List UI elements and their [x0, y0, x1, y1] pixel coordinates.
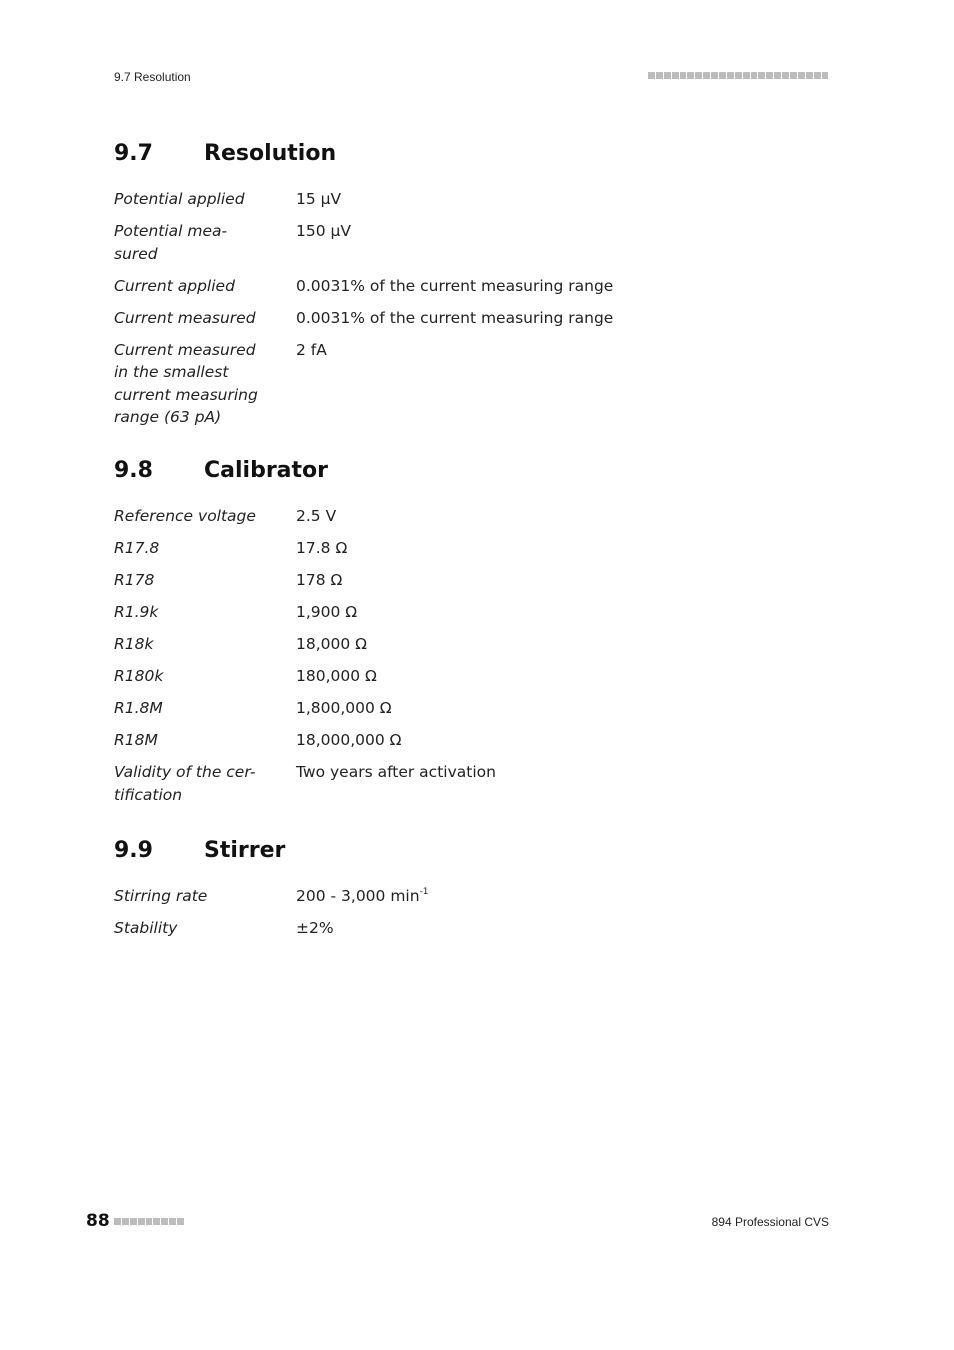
spec-value-superscript: -1 [419, 887, 429, 897]
decorative-square [672, 72, 679, 79]
spec-row [114, 885, 814, 908]
decorative-square [719, 72, 726, 79]
spec-label: R18M [114, 731, 158, 749]
stirrer-spec-table [114, 885, 814, 949]
spec-value [296, 188, 814, 211]
spec-value-text: 2 fA [296, 340, 327, 359]
section-title-stirrer [114, 838, 285, 863]
spec-row [114, 339, 814, 429]
spec-value-text: 2.5 V [296, 507, 337, 525]
running-header-title: 9.7 Resolution [114, 70, 191, 84]
decorative-square [177, 1218, 184, 1225]
decorative-square [138, 1218, 145, 1225]
decorative-square [122, 1218, 129, 1225]
section-number: 9.8 [114, 458, 153, 483]
spec-value [296, 569, 814, 592]
decorative-square [743, 72, 750, 79]
spec-value-text: 150 µV [296, 222, 351, 240]
spec-value-text: 178 Ω [296, 571, 343, 589]
spec-value-text: 200 - 3,000 min [296, 887, 420, 905]
spec-value [296, 761, 814, 806]
resolution-spec-table [114, 188, 814, 438]
spec-label: Stirring rate [114, 887, 208, 905]
decorative-square [703, 72, 710, 79]
header-decoration [648, 72, 830, 80]
footer-product-name: 894 Professional CVS [711, 1215, 829, 1229]
spec-label: R1.9k [114, 603, 159, 621]
spec-value [296, 917, 814, 940]
spec-value-text: 1,800,000 Ω [296, 699, 392, 717]
decorative-square [161, 1218, 168, 1225]
decorative-square [153, 1218, 160, 1225]
section-heading: Calibrator [204, 458, 328, 483]
decorative-square [656, 72, 663, 79]
spec-value [296, 729, 814, 752]
spec-value [296, 505, 814, 528]
spec-label: Current applied [114, 276, 235, 295]
spec-label: Validity of the cer- tification [114, 763, 256, 804]
spec-label: Potential applied [114, 190, 245, 208]
spec-value [296, 307, 814, 330]
decorative-square [711, 72, 718, 79]
decorative-square [114, 1218, 121, 1225]
spec-label: Current measured [114, 308, 256, 327]
decorative-square [680, 72, 687, 79]
spec-value-text: 18,000 Ω [296, 635, 368, 653]
decorative-square [687, 72, 694, 79]
spec-row [114, 761, 814, 806]
spec-row [114, 729, 814, 752]
footer-decoration [114, 1218, 182, 1226]
decorative-square [169, 1218, 176, 1225]
decorative-square [806, 72, 813, 79]
spec-row [114, 188, 814, 211]
spec-value [296, 697, 814, 720]
section-title-calibrator [114, 458, 328, 483]
decorative-square [782, 72, 789, 79]
spec-value-text: 0.0031% of the current measuring range [296, 308, 614, 327]
spec-value-text: 180,000 Ω [296, 667, 377, 685]
spec-value-text: 15 µV [296, 190, 342, 208]
decorative-square [822, 72, 829, 79]
spec-value-text: 0.0031% of the current measuring range [296, 276, 614, 295]
spec-row [114, 220, 814, 265]
spec-value-text: Two years after activation [296, 763, 496, 781]
spec-row [114, 537, 814, 560]
decorative-square [648, 72, 655, 79]
decorative-square [146, 1218, 153, 1225]
spec-value [296, 275, 814, 298]
spec-value-text: ±2% [296, 919, 334, 937]
decorative-square [766, 72, 773, 79]
section-heading: Resolution [204, 141, 337, 166]
spec-value [296, 601, 814, 624]
spec-value-text: 17.8 Ω [296, 539, 348, 557]
decorative-square [695, 72, 702, 79]
page-number: 88 [86, 1211, 110, 1231]
spec-value [296, 339, 814, 429]
spec-row [114, 307, 814, 330]
decorative-square [758, 72, 765, 79]
decorative-square [130, 1218, 137, 1225]
section-heading: Stirrer [204, 838, 286, 863]
spec-value [296, 885, 814, 908]
decorative-square [727, 72, 734, 79]
spec-label: Potential mea- sured [114, 222, 228, 263]
spec-value [296, 220, 814, 265]
spec-row [114, 633, 814, 656]
spec-row [114, 601, 814, 624]
spec-row [114, 275, 814, 298]
spec-row [114, 665, 814, 688]
calibrator-spec-table [114, 505, 814, 816]
section-title-resolution [114, 141, 336, 166]
decorative-square [664, 72, 671, 79]
spec-row [114, 917, 814, 940]
spec-row [114, 569, 814, 592]
spec-row [114, 697, 814, 720]
decorative-square [774, 72, 781, 79]
section-number: 9.7 [114, 141, 153, 166]
spec-value-text: 1,900 Ω [296, 603, 358, 621]
spec-value [296, 665, 814, 688]
spec-label: Reference voltage [114, 507, 256, 525]
spec-label: R18k [114, 635, 154, 653]
decorative-square [814, 72, 821, 79]
spec-row [114, 505, 814, 528]
spec-label: R1.8M [114, 699, 163, 717]
spec-label: R180k [114, 667, 164, 685]
decorative-square [735, 72, 742, 79]
spec-value-text: 18,000,000 Ω [296, 731, 402, 749]
spec-label: Stability [114, 919, 178, 937]
section-number: 9.9 [114, 838, 153, 863]
decorative-square [751, 72, 758, 79]
spec-label: Current measured in the smallest current measuring range (63 pA) [114, 340, 258, 426]
decorative-square [798, 72, 805, 79]
decorative-square [790, 72, 797, 79]
spec-value [296, 633, 814, 656]
spec-value [296, 537, 814, 560]
spec-label: R17.8 [114, 539, 160, 557]
spec-label: R178 [114, 571, 155, 589]
